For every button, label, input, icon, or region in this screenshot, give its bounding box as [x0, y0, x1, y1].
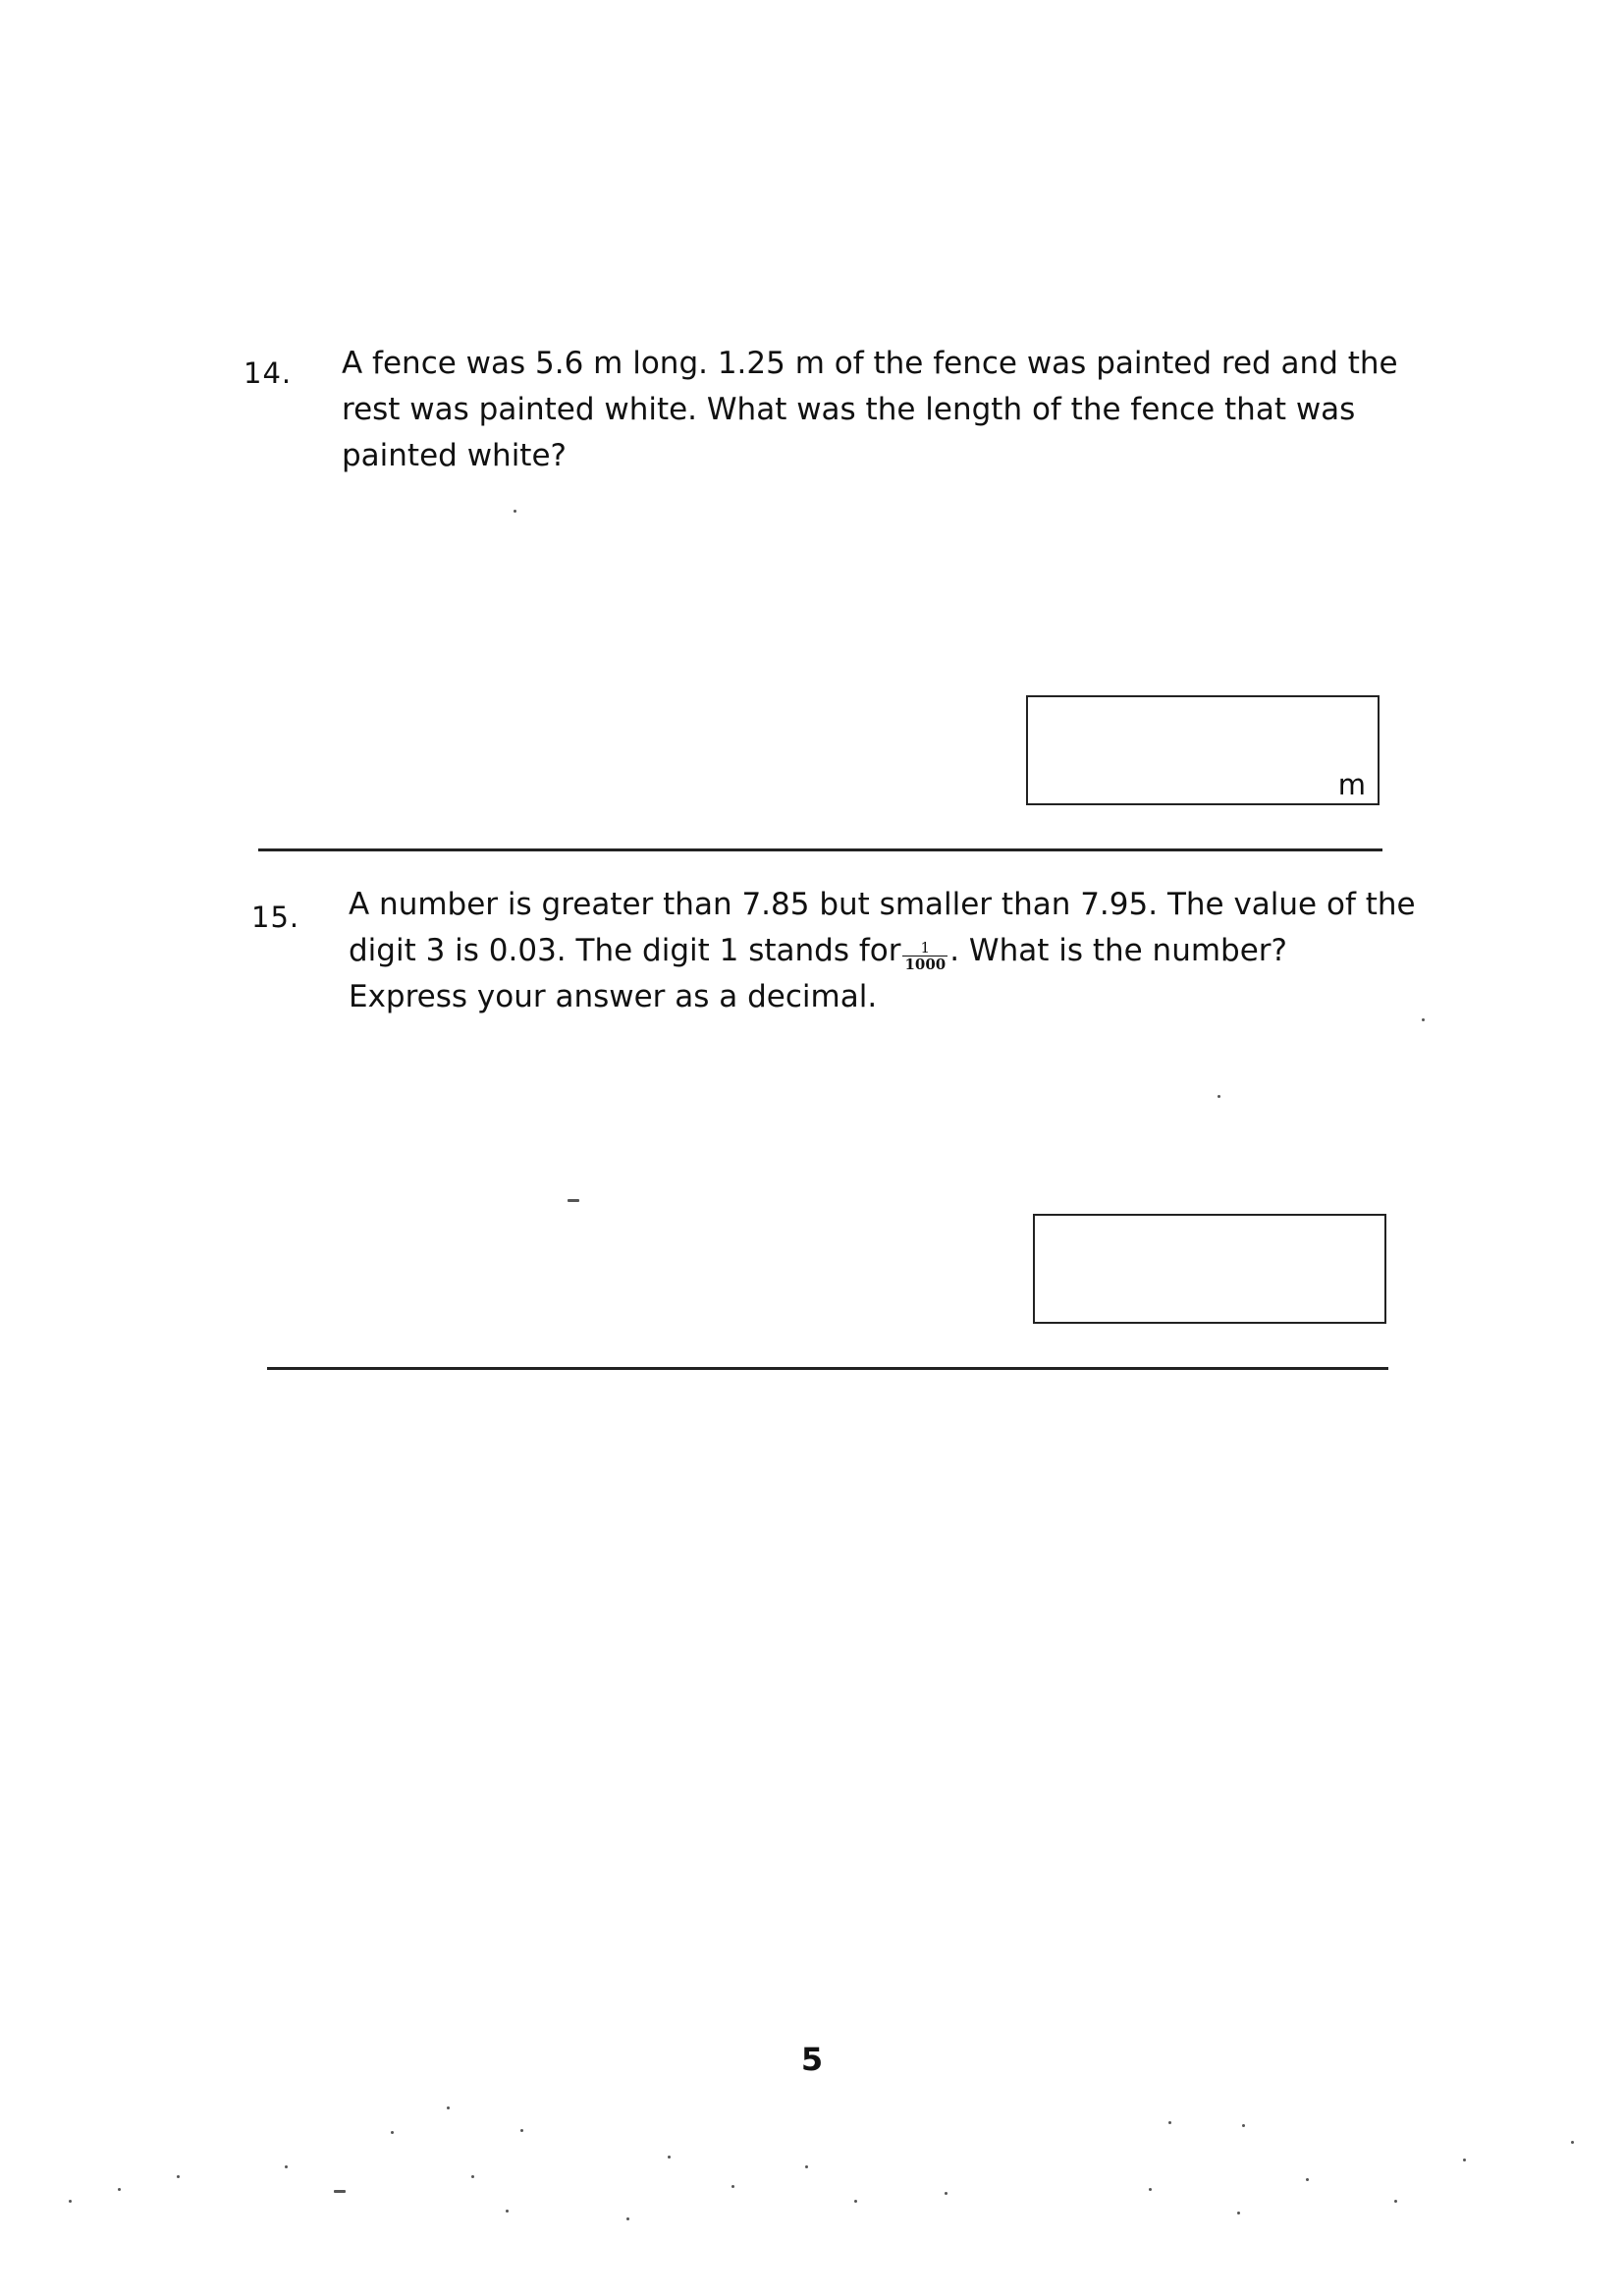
fraction-denominator: 1000 [904, 956, 947, 973]
scan-speck [285, 2165, 288, 2168]
scan-speck [945, 2192, 947, 2195]
question-15-line-1: A number is greater than 7.85 but smaller than 7.95. The value of the [349, 887, 1416, 922]
scan-speck [391, 2131, 394, 2134]
scan-speck [514, 510, 516, 513]
question-14-line-1: A fence was 5.6 m long. 1.25 m of the fence was painted red and the [342, 346, 1398, 381]
scan-speck [69, 2200, 72, 2203]
question-15-line-2-after: . What is the number? [949, 933, 1288, 968]
fraction-one-thousandth [902, 940, 947, 972]
scan-speck [334, 2190, 346, 2193]
fraction-numerator: 1 [920, 939, 931, 957]
scan-speck [1463, 2159, 1466, 2161]
question-15-answer-box[interactable] [1033, 1214, 1386, 1324]
question-14-divider [258, 848, 1382, 851]
scan-speck [506, 2210, 509, 2213]
question-14-text [342, 341, 1398, 479]
question-15-line-2 [349, 928, 1370, 974]
scan-speck [177, 2175, 180, 2178]
scan-speck [1306, 2178, 1309, 2181]
question-14-answer-box[interactable] [1026, 695, 1380, 805]
scan-speck [568, 1199, 579, 1202]
question-14-line-3: painted white? [342, 438, 567, 473]
page-number: 5 [800, 2041, 824, 2078]
scan-speck [854, 2200, 857, 2203]
scan-speck [118, 2188, 121, 2191]
scan-speck [626, 2217, 629, 2220]
scan-speck [471, 2175, 474, 2178]
scan-speck [447, 2106, 450, 2109]
scan-speck [731, 2185, 734, 2188]
scan-speck [1422, 1018, 1425, 1021]
question-14-line-2: rest was painted white. What was the length of the fence that was [342, 392, 1356, 427]
scan-speck [1168, 2121, 1171, 2124]
scan-speck [1242, 2124, 1245, 2127]
scan-speck [1149, 2188, 1152, 2191]
scan-speck [805, 2165, 808, 2168]
question-15-number: 15. [251, 901, 300, 934]
question-15-line-2-before: digit 3 is 0.03. The digit 1 stands for [349, 933, 901, 968]
scan-speck [1237, 2212, 1240, 2214]
question-15-divider [267, 1367, 1388, 1370]
scan-speck [1571, 2141, 1574, 2144]
scan-speck [668, 2156, 671, 2159]
scan-speck [1218, 1095, 1220, 1098]
scan-speck [1394, 2200, 1397, 2203]
question-15-line-3: Express your answer as a decimal. [349, 979, 878, 1014]
scan-speck [520, 2129, 523, 2132]
question-14-number: 14. [244, 356, 293, 390]
question-15-text [349, 882, 1416, 1020]
question-14-answer-unit: m [1337, 768, 1366, 801]
